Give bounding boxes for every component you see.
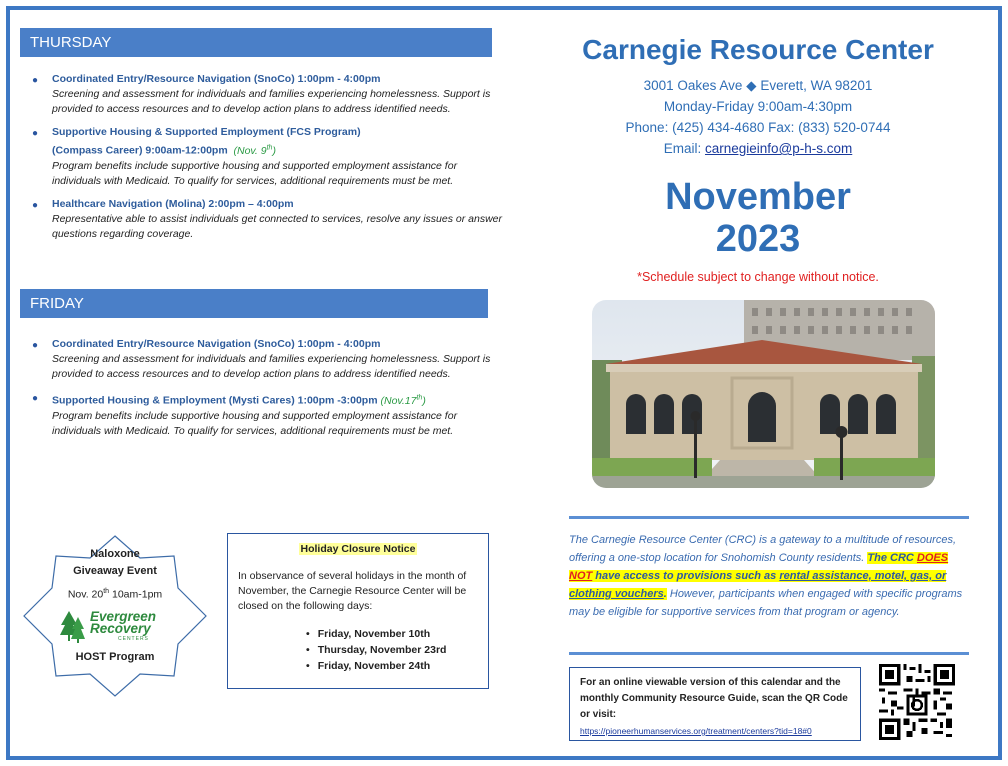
program-title-line2: (Compass Career) 9:00am-12:00pm (Nov. 9th) — [52, 144, 276, 157]
program-description: Program benefits include supportive housing and supported employment assistance for individuals with Medicaid. To qualify for services, additional requirements must be met. — [52, 159, 458, 187]
month-title: November — [665, 176, 851, 218]
program-description: Screening and assessment for individuals and families experiencing homelessness. Support is provided to access resources and to develop action plans to address identified needs. — [52, 353, 491, 380]
bullet-icon: ● — [32, 75, 39, 86]
list-item — [22, 197, 508, 242]
naloxone-subtitle: Giveaway Event — [73, 565, 157, 577]
friday-list — [22, 337, 508, 447]
building-photo — [592, 300, 935, 488]
holiday-days — [306, 626, 478, 674]
list-item: • Friday, November 10th — [306, 626, 478, 642]
holiday-text: In observance of several holidays in the month of November, the Carnegie Resource Center will be closed on the following days: — [238, 570, 467, 612]
program-title: Supported Housing & Employment (Mysti Cares) 1:00pm -3:00pm (Nov.17th) — [52, 394, 426, 407]
naloxone-event — [22, 546, 208, 666]
holiday-title: Holiday Closure Notice — [300, 543, 416, 555]
email-link[interactable]: carnegieinfo@p-h-s.com — [704, 141, 853, 156]
logo-subtext: CENTERS — [118, 635, 149, 642]
bullet-icon: ● — [32, 199, 39, 211]
section-divider — [569, 652, 969, 655]
list-item: • Thursday, November 23rd — [306, 642, 478, 658]
list-item — [22, 337, 508, 382]
section-divider — [569, 516, 969, 519]
holiday-closure-box — [227, 533, 489, 689]
thursday-header: THURSDAY — [20, 28, 492, 57]
center-email-line: Email: carnegieinfo@p-h-s.com — [663, 141, 853, 156]
thursday-list — [22, 72, 508, 250]
bullet-icon: ● — [32, 128, 39, 139]
center-phone: Phone: (425) 434-4680 Fax: (833) 520-0744 — [625, 120, 891, 135]
host-label: HOST Program — [75, 650, 155, 663]
evergreen-recovery-logo — [60, 609, 170, 645]
logo-text: Evergreen Recovery — [90, 608, 157, 636]
about-paragraph: The Carnegie Resource Center (CRC) is a gateway to a multitude of resources, offering a one-stop location for Snohomish County residents. The CRC DOES NOT have access to provisions such as rental assistance, motel, gas, or clothing vouchers. However, participants when engaged with specific programs may be eligible for supportive services from that program or agency. — [569, 534, 963, 618]
list-item — [22, 125, 508, 189]
list-item: • Friday, November 24th — [306, 658, 478, 674]
program-description: Program benefits include supportive housing and supported employment assistance for individuals with Medicaid. To qualify for services, additional requirements must be met. — [52, 409, 458, 437]
naloxone-date: Nov. 20th 10am-1pm — [67, 588, 163, 601]
program-description: Screening and assessment for individuals and families experiencing homelessness. Support is provided to access resources and to develop action plans to address identified needs. — [52, 88, 491, 115]
online-version-link[interactable]: https://pioneerhumanservices.org/treatment/centers?tid=18#0 — [580, 726, 812, 736]
center-address: 3001 Oakes Ave ◆ Everett, WA 98201 — [643, 78, 873, 93]
bullet-icon: ● — [32, 340, 39, 351]
schedule-disclaimer: *Schedule subject to change without notice. — [637, 270, 879, 284]
online-version-text: For an online viewable version of this calendar and the monthly Community Resource Guide, scan the QR Code or visit: — [580, 677, 848, 720]
center-hours: Monday-Friday 9:00am-4:30pm — [663, 99, 853, 114]
program-description: Representative able to assist individuals get connected to services, resolve any issues or answer questions regarding coverage. — [52, 212, 502, 240]
program-title: Healthcare Navigation (Molina) 2:00pm – 4:00pm — [52, 197, 294, 210]
program-date-note: (Nov. 9th) — [233, 144, 276, 157]
program-date-note: (Nov.17th) — [380, 394, 426, 407]
tree-icon — [60, 609, 86, 643]
program-title: Coordinated Entry/Resource Navigation (SnoCo) 1:00pm - 4:00pm — [52, 73, 381, 85]
list-item — [22, 390, 508, 439]
list-item — [22, 72, 508, 117]
program-title: Coordinated Entry/Resource Navigation (SnoCo) 1:00pm - 4:00pm — [52, 338, 381, 350]
program-title: Supportive Housing & Supported Employment (FCS Program) — [52, 126, 361, 138]
no-provisions-highlight: The CRC DOES NOT have access to provisions such as rental assistance, motel, gas, or clothing vouchers. — [569, 552, 949, 600]
naloxone-title: Naloxone — [90, 548, 140, 560]
friday-header: FRIDAY — [20, 289, 488, 318]
qr-code-icon[interactable] — [879, 664, 955, 740]
center-name: Carnegie Resource Center — [582, 34, 934, 65]
bullet-icon: ● — [32, 393, 39, 404]
online-version-box — [569, 667, 861, 741]
year-title: 2023 — [715, 218, 801, 260]
